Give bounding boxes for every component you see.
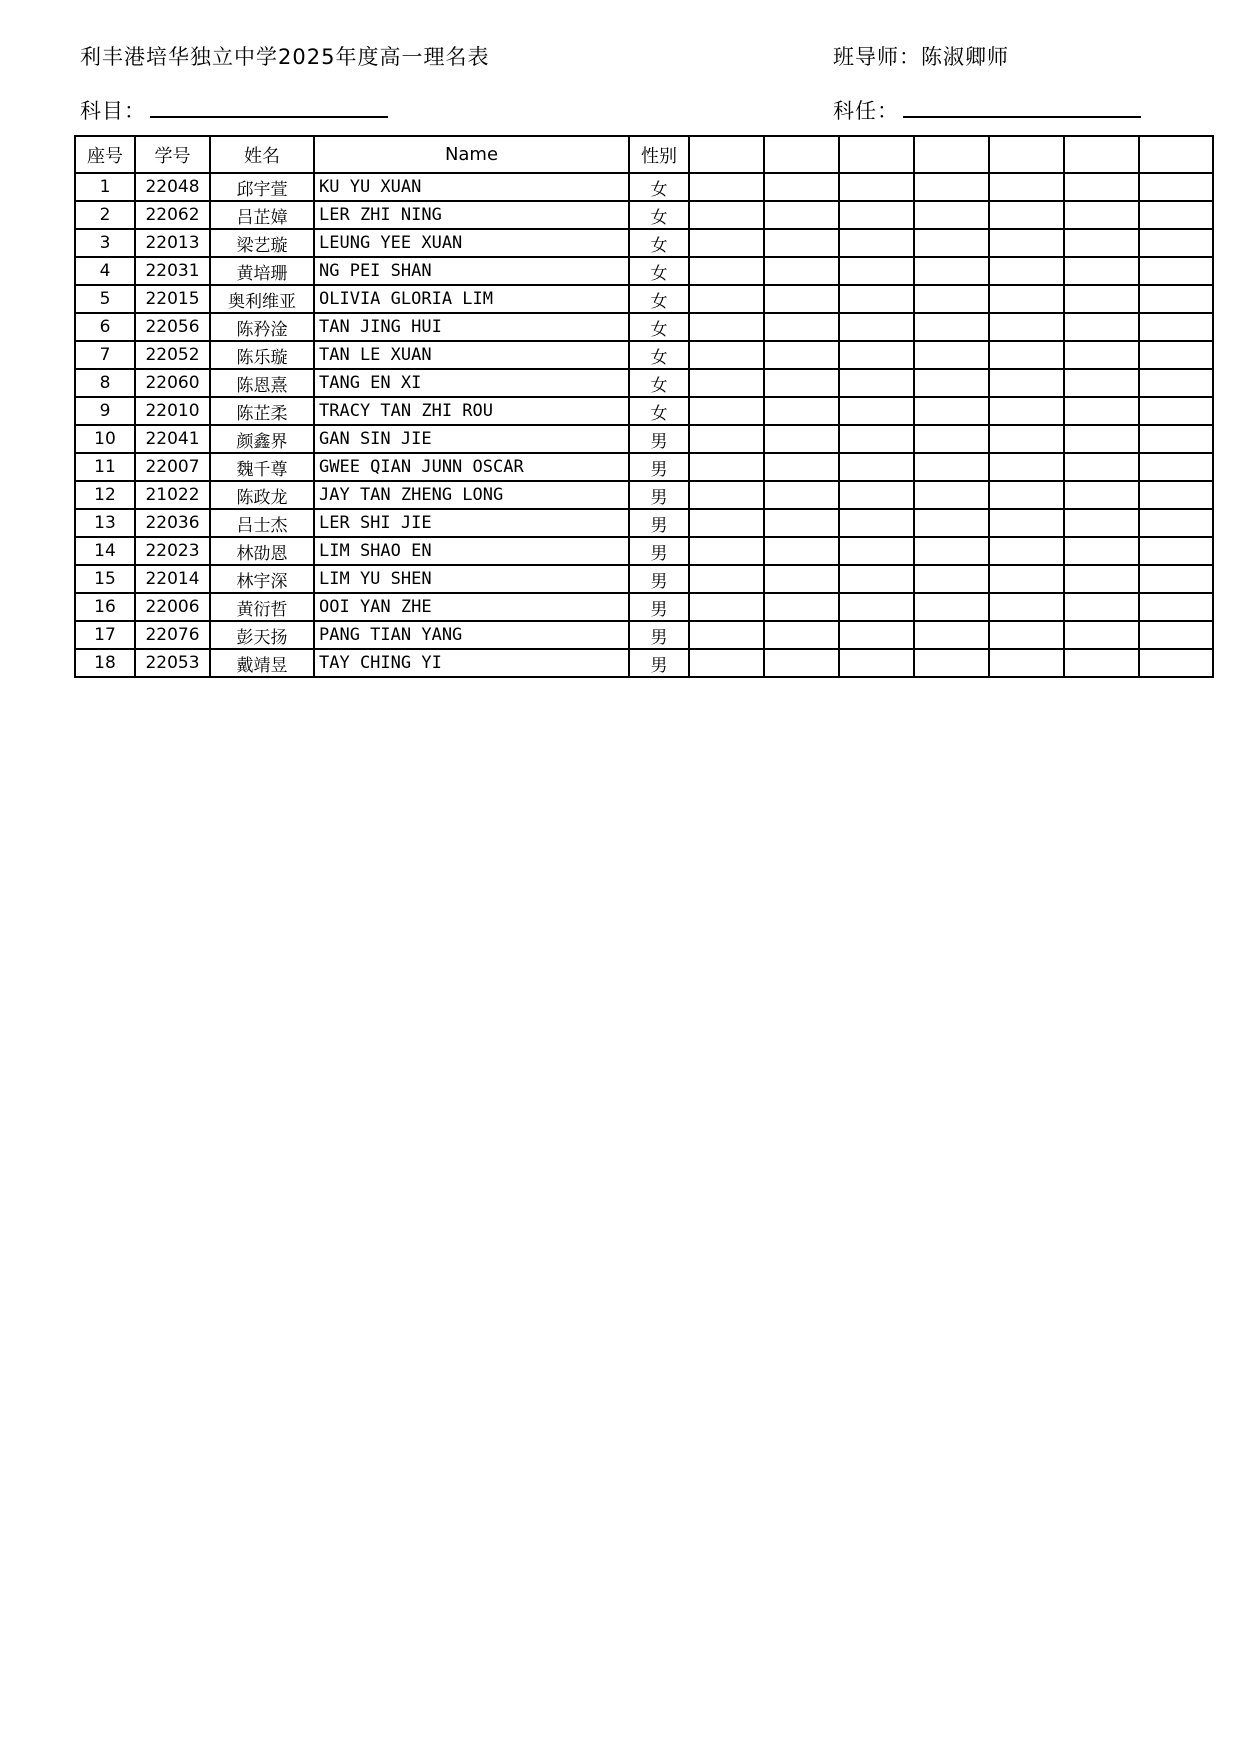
name-cell: PANG TIAN YANG: [314, 621, 629, 649]
blank-cell: [989, 229, 1064, 257]
gender-cell: 男: [629, 425, 689, 453]
blank-cell: [1139, 593, 1213, 621]
blank-cell: [764, 257, 839, 285]
chinese-name-cell: 邱宇萱: [210, 173, 314, 201]
blank-cell: [1064, 481, 1139, 509]
blank-cell: [914, 257, 989, 285]
gender-cell: 男: [629, 453, 689, 481]
blank-cell: [764, 341, 839, 369]
blank-cell: [989, 369, 1064, 397]
name-cell: TAN LE XUAN: [314, 341, 629, 369]
chinese-name-cell: 林劭恩: [210, 537, 314, 565]
name-cell: OOI YAN ZHE: [314, 593, 629, 621]
blank-cell: [839, 285, 914, 313]
blank-cell: [689, 173, 764, 201]
blank-cell: [1064, 453, 1139, 481]
blank-cell: [1139, 313, 1213, 341]
table-row: [75, 369, 1213, 397]
column-header-blank: [1064, 136, 1139, 173]
name-cell: TRACY TAN ZHI ROU: [314, 397, 629, 425]
subject-blank: [150, 98, 388, 118]
blank-cell: [764, 369, 839, 397]
blank-cell: [989, 257, 1064, 285]
blank-cell: [689, 621, 764, 649]
blank-cell: [1064, 649, 1139, 677]
student-id-cell: 22053: [135, 649, 210, 677]
student-id-cell: 22036: [135, 509, 210, 537]
table-row: [75, 649, 1213, 677]
column-header-chinese-name: 姓名: [210, 136, 314, 173]
blank-cell: [764, 313, 839, 341]
chinese-name-cell: 陈芷柔: [210, 397, 314, 425]
gender-cell: 男: [629, 481, 689, 509]
blank-cell: [1139, 201, 1213, 229]
subject-label: 科目：: [80, 99, 146, 123]
blank-cell: [839, 565, 914, 593]
subject-teacher-blank: [903, 98, 1141, 118]
student-id-cell: 22014: [135, 565, 210, 593]
chinese-name-cell: 黄衍哲: [210, 593, 314, 621]
blank-cell: [1139, 285, 1213, 313]
blank-cell: [764, 481, 839, 509]
blank-cell: [1139, 369, 1213, 397]
blank-cell: [914, 369, 989, 397]
blank-cell: [1139, 341, 1213, 369]
blank-cell: [1139, 481, 1213, 509]
teacher-line: [833, 97, 1141, 125]
blank-cell: [764, 425, 839, 453]
blank-cell: [839, 313, 914, 341]
blank-cell: [1064, 537, 1139, 565]
blank-cell: [1139, 565, 1213, 593]
blank-cell: [989, 453, 1064, 481]
blank-cell: [1139, 621, 1213, 649]
column-header-gender: 性别: [629, 136, 689, 173]
gender-cell: 男: [629, 509, 689, 537]
blank-cell: [764, 565, 839, 593]
blank-cell: [839, 621, 914, 649]
blank-cell: [914, 593, 989, 621]
school-title: 利丰港培华独立中学2025年度高一理名表: [80, 45, 490, 69]
blank-cell: [689, 593, 764, 621]
blank-cell: [989, 509, 1064, 537]
blank-cell: [839, 649, 914, 677]
chinese-name-cell: 陈乐璇: [210, 341, 314, 369]
blank-cell: [989, 285, 1064, 313]
blank-cell: [689, 565, 764, 593]
student-id-cell: 22007: [135, 453, 210, 481]
column-header-blank: [1139, 136, 1213, 173]
blank-cell: [764, 537, 839, 565]
blank-cell: [689, 453, 764, 481]
seat-cell: 12: [75, 481, 135, 509]
blank-cell: [914, 425, 989, 453]
seat-cell: 1: [75, 173, 135, 201]
blank-cell: [914, 173, 989, 201]
column-header-seat: 座号: [75, 136, 135, 173]
seat-cell: 11: [75, 453, 135, 481]
blank-cell: [1139, 257, 1213, 285]
blank-cell: [839, 593, 914, 621]
table-row: [75, 341, 1213, 369]
seat-cell: 3: [75, 229, 135, 257]
blank-cell: [689, 257, 764, 285]
blank-cell: [1139, 397, 1213, 425]
seat-cell: 16: [75, 593, 135, 621]
blank-cell: [689, 649, 764, 677]
name-cell: TAY CHING YI: [314, 649, 629, 677]
chinese-name-cell: 林宇深: [210, 565, 314, 593]
blank-cell: [1064, 341, 1139, 369]
blank-cell: [764, 453, 839, 481]
blank-cell: [989, 201, 1064, 229]
student-id-cell: 22031: [135, 257, 210, 285]
gender-cell: 女: [629, 285, 689, 313]
table-header-row: [75, 136, 1213, 173]
chinese-name-cell: 颜鑫界: [210, 425, 314, 453]
table-row: [75, 257, 1213, 285]
blank-cell: [1139, 509, 1213, 537]
table-row: [75, 481, 1213, 509]
blank-cell: [689, 537, 764, 565]
seat-cell: 13: [75, 509, 135, 537]
name-cell: LIM SHAO EN: [314, 537, 629, 565]
blank-cell: [914, 285, 989, 313]
blank-cell: [689, 285, 764, 313]
blank-cell: [839, 453, 914, 481]
gender-cell: 女: [629, 173, 689, 201]
blank-cell: [764, 397, 839, 425]
gender-cell: 男: [629, 537, 689, 565]
blank-cell: [689, 341, 764, 369]
blank-cell: [914, 453, 989, 481]
chinese-name-cell: 魏千尊: [210, 453, 314, 481]
chinese-name-cell: 吕芷嫜: [210, 201, 314, 229]
student-id-cell: 22006: [135, 593, 210, 621]
seat-cell: 4: [75, 257, 135, 285]
column-header-name: Name: [314, 136, 629, 173]
blank-cell: [1139, 173, 1213, 201]
blank-cell: [689, 201, 764, 229]
name-cell: LIM YU SHEN: [314, 565, 629, 593]
blank-cell: [839, 201, 914, 229]
table-row: [75, 313, 1213, 341]
blank-cell: [1064, 593, 1139, 621]
table-row: [75, 509, 1213, 537]
column-header-blank: [689, 136, 764, 173]
blank-cell: [914, 509, 989, 537]
gender-cell: 女: [629, 257, 689, 285]
name-cell: KU YU XUAN: [314, 173, 629, 201]
blank-cell: [764, 509, 839, 537]
blank-cell: [689, 425, 764, 453]
gender-cell: 女: [629, 201, 689, 229]
blank-cell: [1139, 453, 1213, 481]
blank-cell: [764, 201, 839, 229]
subject-line: [80, 97, 388, 125]
gender-cell: 女: [629, 369, 689, 397]
blank-cell: [1064, 257, 1139, 285]
blank-cell: [1064, 173, 1139, 201]
student-id-cell: 22013: [135, 229, 210, 257]
table-row: [75, 453, 1213, 481]
name-cell: GAN SIN JIE: [314, 425, 629, 453]
chinese-name-cell: 奥利维亚: [210, 285, 314, 313]
student-id-cell: 22076: [135, 621, 210, 649]
blank-cell: [989, 565, 1064, 593]
name-cell: LEUNG YEE XUAN: [314, 229, 629, 257]
blank-cell: [989, 481, 1064, 509]
chinese-name-cell: 吕士杰: [210, 509, 314, 537]
blank-cell: [839, 229, 914, 257]
blank-cell: [914, 397, 989, 425]
blank-cell: [989, 621, 1064, 649]
roster-body: [75, 173, 1213, 677]
chinese-name-cell: 彭天扬: [210, 621, 314, 649]
student-id-cell: 22056: [135, 313, 210, 341]
blank-cell: [839, 509, 914, 537]
name-cell: LER SHI JIE: [314, 509, 629, 537]
blank-cell: [839, 397, 914, 425]
blank-cell: [1139, 425, 1213, 453]
table-row: [75, 173, 1213, 201]
blank-cell: [689, 369, 764, 397]
blank-cell: [689, 313, 764, 341]
blank-cell: [914, 621, 989, 649]
blank-cell: [689, 481, 764, 509]
subject-teacher-label: 科任：: [833, 99, 899, 123]
seat-cell: 10: [75, 425, 135, 453]
blank-cell: [1064, 229, 1139, 257]
column-header-student-id: 学号: [135, 136, 210, 173]
blank-cell: [914, 537, 989, 565]
blank-cell: [1064, 369, 1139, 397]
student-id-cell: 22052: [135, 341, 210, 369]
blank-cell: [1139, 649, 1213, 677]
blank-cell: [839, 369, 914, 397]
column-header-blank: [914, 136, 989, 173]
student-id-cell: 22015: [135, 285, 210, 313]
blank-cell: [989, 313, 1064, 341]
table-row: [75, 565, 1213, 593]
blank-cell: [839, 341, 914, 369]
blank-cell: [839, 537, 914, 565]
blank-cell: [989, 341, 1064, 369]
blank-cell: [1064, 201, 1139, 229]
name-cell: TAN JING HUI: [314, 313, 629, 341]
student-id-cell: 22023: [135, 537, 210, 565]
gender-cell: 男: [629, 565, 689, 593]
chinese-name-cell: 陈矜淦: [210, 313, 314, 341]
table-row: [75, 285, 1213, 313]
student-id-cell: 22010: [135, 397, 210, 425]
blank-cell: [764, 621, 839, 649]
gender-cell: 男: [629, 593, 689, 621]
name-cell: LER ZHI NING: [314, 201, 629, 229]
blank-cell: [914, 341, 989, 369]
column-header-blank: [839, 136, 914, 173]
blank-cell: [989, 537, 1064, 565]
blank-cell: [1139, 537, 1213, 565]
chinese-name-cell: 黄培珊: [210, 257, 314, 285]
seat-cell: 14: [75, 537, 135, 565]
chinese-name-cell: 陈政龙: [210, 481, 314, 509]
table-row: [75, 229, 1213, 257]
blank-cell: [764, 285, 839, 313]
table-row: [75, 201, 1213, 229]
blank-cell: [914, 229, 989, 257]
blank-cell: [839, 481, 914, 509]
blank-cell: [989, 425, 1064, 453]
roster-table: [74, 135, 1214, 678]
name-cell: TANG EN XI: [314, 369, 629, 397]
blank-cell: [914, 313, 989, 341]
blank-cell: [1139, 229, 1213, 257]
column-header-blank: [764, 136, 839, 173]
blank-cell: [914, 481, 989, 509]
student-id-cell: 22048: [135, 173, 210, 201]
chinese-name-cell: 陈恩熹: [210, 369, 314, 397]
blank-cell: [764, 229, 839, 257]
blank-cell: [914, 649, 989, 677]
seat-cell: 9: [75, 397, 135, 425]
seat-cell: 6: [75, 313, 135, 341]
blank-cell: [764, 649, 839, 677]
chinese-name-cell: 梁艺璇: [210, 229, 314, 257]
blank-cell: [764, 173, 839, 201]
seat-cell: 8: [75, 369, 135, 397]
blank-cell: [1064, 565, 1139, 593]
seat-cell: 5: [75, 285, 135, 313]
blank-cell: [689, 509, 764, 537]
table-row: [75, 425, 1213, 453]
table-row: [75, 537, 1213, 565]
blank-cell: [1064, 509, 1139, 537]
blank-cell: [839, 425, 914, 453]
blank-cell: [689, 229, 764, 257]
blank-cell: [689, 397, 764, 425]
gender-cell: 女: [629, 229, 689, 257]
student-id-cell: 22060: [135, 369, 210, 397]
name-cell: NG PEI SHAN: [314, 257, 629, 285]
table-row: [75, 397, 1213, 425]
gender-cell: 女: [629, 397, 689, 425]
blank-cell: [989, 593, 1064, 621]
blank-cell: [839, 257, 914, 285]
blank-cell: [989, 649, 1064, 677]
gender-cell: 女: [629, 313, 689, 341]
seat-cell: 2: [75, 201, 135, 229]
chinese-name-cell: 戴靖昱: [210, 649, 314, 677]
blank-cell: [914, 201, 989, 229]
gender-cell: 男: [629, 649, 689, 677]
blank-cell: [1064, 313, 1139, 341]
blank-cell: [989, 173, 1064, 201]
name-cell: JAY TAN ZHENG LONG: [314, 481, 629, 509]
seat-cell: 18: [75, 649, 135, 677]
blank-cell: [1064, 397, 1139, 425]
student-id-cell: 22041: [135, 425, 210, 453]
class-teacher: 班导师：陈淑卿师: [833, 45, 1009, 69]
blank-cell: [839, 173, 914, 201]
seat-cell: 7: [75, 341, 135, 369]
column-header-blank: [989, 136, 1064, 173]
seat-cell: 15: [75, 565, 135, 593]
blank-cell: [989, 397, 1064, 425]
blank-cell: [914, 565, 989, 593]
name-cell: GWEE QIAN JUNN OSCAR: [314, 453, 629, 481]
seat-cell: 17: [75, 621, 135, 649]
table-row: [75, 621, 1213, 649]
blank-cell: [1064, 425, 1139, 453]
blank-cell: [1064, 285, 1139, 313]
blank-cell: [764, 593, 839, 621]
student-id-cell: 22062: [135, 201, 210, 229]
student-id-cell: 21022: [135, 481, 210, 509]
table-row: [75, 593, 1213, 621]
name-cell: OLIVIA GLORIA LIM: [314, 285, 629, 313]
blank-cell: [1064, 621, 1139, 649]
gender-cell: 男: [629, 621, 689, 649]
gender-cell: 女: [629, 341, 689, 369]
